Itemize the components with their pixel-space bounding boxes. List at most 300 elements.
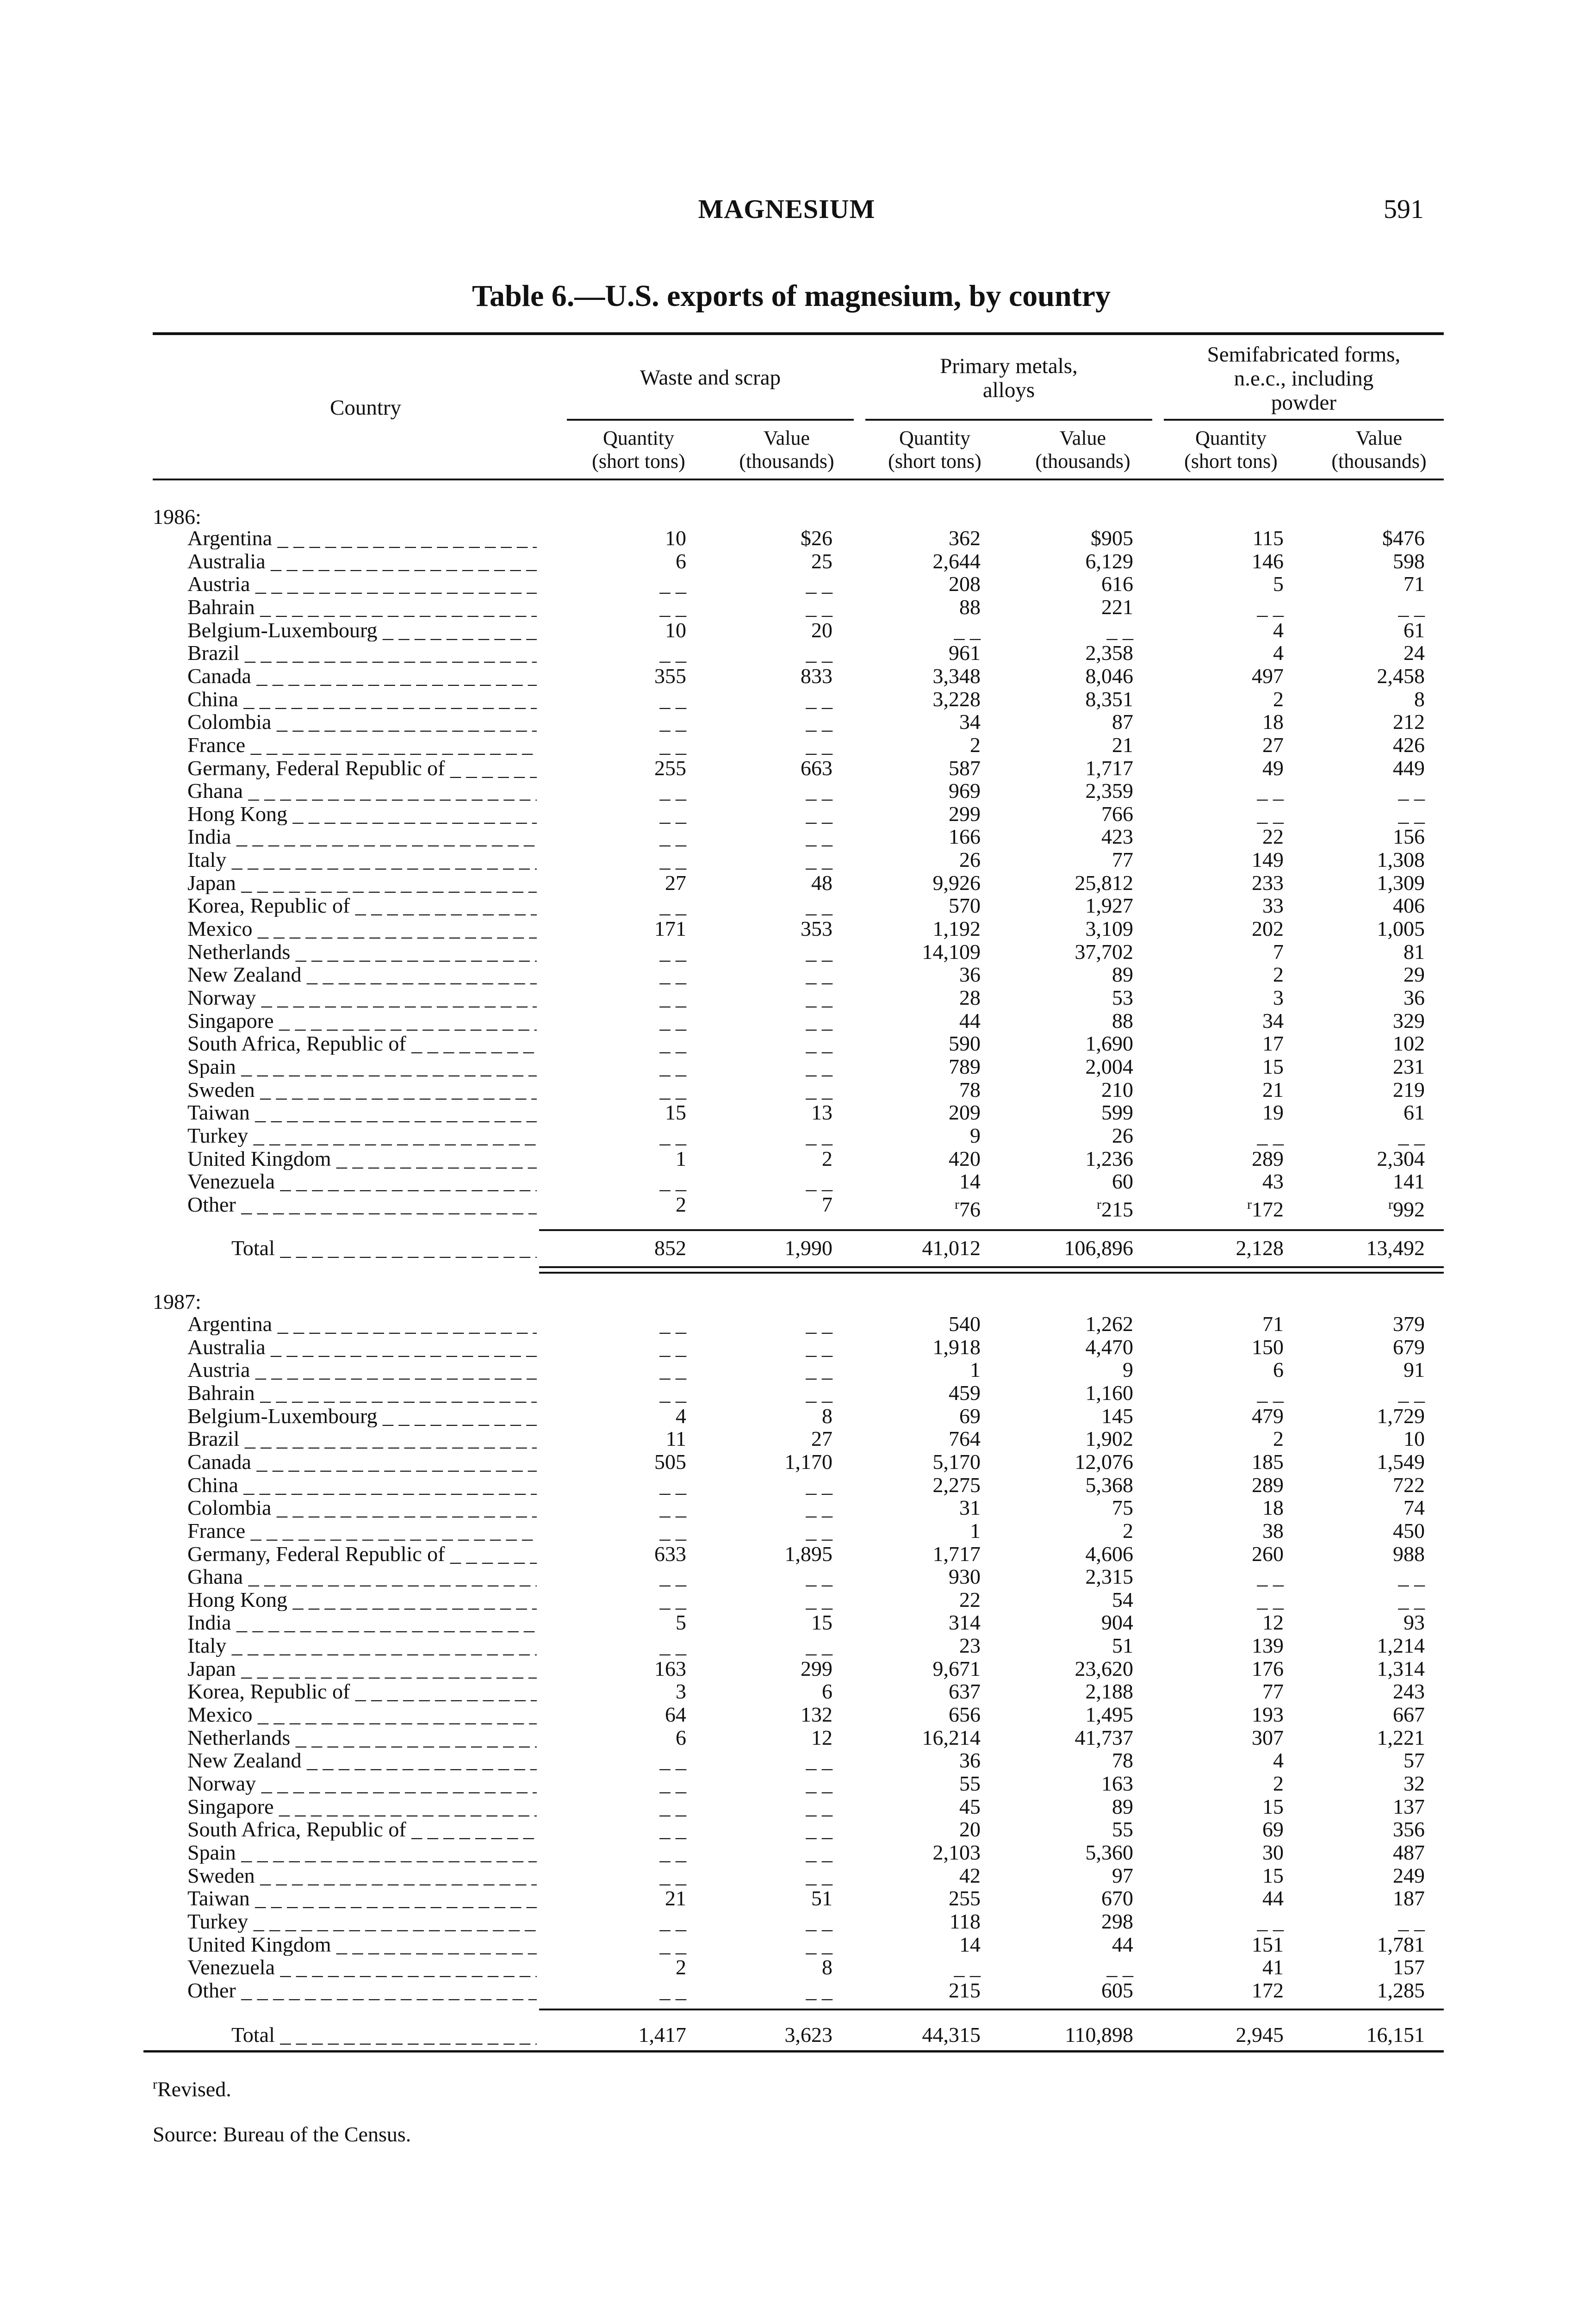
cell-value: 8 [822, 1955, 832, 1979]
cell-value: 789 [949, 1055, 981, 1078]
table-row [0, 1933, 1596, 1956]
cell-value: 156 [1393, 825, 1425, 848]
table-row [0, 1381, 1596, 1404]
country-name: Argentina _ _ _ [187, 527, 537, 549]
cell-value: 904 [1101, 1611, 1133, 1634]
cell-value: $26 [801, 526, 832, 550]
table-row [0, 871, 1596, 894]
country-name: Ghana _ _ _ [187, 779, 537, 802]
cell-value: _ _ [659, 1381, 686, 1405]
cell-value: 78 [1112, 1748, 1133, 1772]
cell-value: 1,160 [1085, 1381, 1133, 1405]
year-label: 1987: [153, 1290, 201, 1313]
cell-value: 289 [1252, 1473, 1284, 1497]
page-heading: MAGNESIUM [698, 194, 876, 224]
cell-value: 289 [1252, 1147, 1284, 1170]
cell-value: 5,170 [932, 1450, 981, 1474]
cell-value: 2,275 [932, 1473, 981, 1497]
cell-value: _ _ [659, 641, 686, 665]
cell-value: 5,360 [1085, 1841, 1133, 1864]
table-row [0, 1703, 1596, 1726]
country-name: Austria _ _ _ [187, 572, 537, 595]
cell-value: 41 [1262, 1955, 1284, 1979]
cell-value: 20 [811, 618, 832, 642]
cell-value: _ _ [806, 894, 832, 917]
cell-value: _ _ [659, 1864, 686, 1887]
cell-value: 61 [1403, 1101, 1425, 1124]
cell-value: 233 [1252, 871, 1284, 895]
table-row [0, 1313, 1596, 1335]
cell-value: 15 [811, 1611, 832, 1634]
cell-value: 616 [1101, 572, 1133, 596]
revised-mark: r [1388, 1197, 1393, 1212]
cell-value: _ _ [806, 733, 832, 757]
cell-value: 53 [1112, 986, 1133, 1009]
total-value: 3,623 [784, 2023, 832, 2047]
cell-value: 3 [676, 1680, 686, 1703]
country-name: Canada _ _ _ [187, 1450, 537, 1473]
cell-value: 450 [1393, 1519, 1425, 1543]
subheader-semifab-quantity: Quantity (short tons) [1184, 427, 1278, 473]
cell-value: $^r$172 [1247, 1197, 1284, 1221]
cell-value: _ _ [806, 1381, 832, 1405]
cell-value: _ _ [806, 1078, 832, 1101]
cell-value: _ _ [659, 1009, 686, 1033]
table-row [0, 734, 1596, 756]
cell-value: $905 [1091, 526, 1133, 550]
cell-value: _ _ [659, 1169, 686, 1193]
cell-value: _ _ [806, 595, 832, 619]
cell-value: 1,690 [1085, 1032, 1133, 1055]
cell-value: 487 [1393, 1841, 1425, 1864]
cell-value: 1,285 [1377, 1978, 1425, 2002]
country-name: Norway _ _ _ [187, 1772, 537, 1795]
cell-value: 12,076 [1074, 1450, 1133, 1474]
cell-value: 45 [959, 1795, 981, 1818]
country-name: Sweden _ _ _ [187, 1864, 537, 1887]
cell-value: _ _ [659, 733, 686, 757]
cell-value: 2,004 [1085, 1055, 1133, 1078]
cell-value: 5 [1273, 572, 1284, 596]
country-name: Colombia _ _ _ [187, 710, 537, 733]
cell-value: 590 [949, 1032, 981, 1055]
cell-value: 637 [949, 1680, 981, 1703]
cell-value: _ _ [1257, 1565, 1284, 1588]
table-row [0, 894, 1596, 917]
cell-value: _ _ [806, 940, 832, 964]
cell-value: 30 [1262, 1841, 1284, 1864]
cell-value: 2,458 [1377, 664, 1425, 688]
table-row [0, 1611, 1596, 1634]
country-name: Hong Kong _ _ _ [187, 802, 537, 825]
cell-value: 88 [959, 595, 981, 619]
table-row [0, 1657, 1596, 1680]
cell-value: _ _ [659, 848, 686, 871]
cell-value: _ _ [659, 986, 686, 1009]
table-row [0, 1588, 1596, 1611]
cell-value: 87 [1112, 710, 1133, 734]
country-name: China _ _ _ [187, 1474, 537, 1496]
cell-value: 10 [665, 618, 686, 642]
cell-value: 97 [1112, 1864, 1133, 1887]
country-name: Japan _ _ _ [187, 871, 537, 894]
cell-value: 115 [1252, 526, 1284, 550]
country-name: South Africa, Republic of _ _ _ [187, 1032, 537, 1055]
cell-value: _ _ [806, 1933, 832, 1956]
cell-value: 8,046 [1085, 664, 1133, 688]
total-label: Total _ _ _ [231, 2023, 537, 2046]
table-row [0, 1864, 1596, 1887]
cell-value: _ _ [659, 1933, 686, 1956]
total-value: 44,315 [922, 2023, 981, 2047]
cell-value: _ _ [659, 825, 686, 848]
cell-value: 15 [1262, 1864, 1284, 1887]
cell-value: 988 [1393, 1542, 1425, 1566]
cell-value: _ _ [806, 963, 832, 986]
cell-value: 9,926 [932, 871, 981, 895]
cell-value: _ _ [659, 687, 686, 711]
cell-value: 75 [1112, 1496, 1133, 1519]
cell-value: _ _ [659, 1978, 686, 2002]
cell-value: 34 [959, 710, 981, 734]
cell-value: _ _ [1257, 779, 1284, 802]
cell-value: 1,309 [1377, 871, 1425, 895]
cell-value: _ _ [659, 1519, 686, 1543]
cell-value: 1,918 [932, 1335, 981, 1359]
cell-value: 2 [970, 733, 981, 757]
cell-value: 1,236 [1085, 1147, 1133, 1170]
cell-value: 33 [1262, 894, 1284, 917]
country-name: India _ _ _ [187, 825, 537, 848]
cell-value: 91 [1403, 1358, 1425, 1381]
cell-value: 633 [654, 1542, 686, 1566]
subheader-primary-value: Value (thousands) [1035, 427, 1130, 473]
table-row [0, 802, 1596, 825]
cell-value: _ _ [659, 1032, 686, 1055]
cell-value: _ _ [659, 1312, 686, 1336]
cell-value: 48 [811, 871, 832, 895]
table-row [0, 940, 1596, 963]
cell-value: 55 [959, 1772, 981, 1795]
cell-value: 1,308 [1377, 848, 1425, 871]
cell-value: _ _ [1257, 802, 1284, 826]
cell-value: 2 [676, 1193, 686, 1216]
total-value: 852 [654, 1236, 686, 1260]
country-name: Spain _ _ _ [187, 1055, 537, 1078]
cell-value: 137 [1393, 1795, 1425, 1818]
cell-value: 21 [1112, 733, 1133, 757]
footnote-source: Source: Bureau of the Census. [153, 2122, 411, 2146]
cell-value: 146 [1252, 549, 1284, 573]
group-header-waste: Waste and scrap [640, 366, 781, 390]
cell-value: 6 [676, 1726, 686, 1749]
cell-value: 193 [1252, 1703, 1284, 1726]
cell-value: 249 [1393, 1864, 1425, 1887]
cell-value: _ _ [659, 779, 686, 802]
table-row [0, 1193, 1596, 1221]
cell-value: 656 [949, 1703, 981, 1726]
cell-value: 2 [1273, 1772, 1284, 1795]
subheader-semifab-value: Value (thousands) [1331, 427, 1427, 473]
country-name: Bahrain _ _ _ [187, 596, 537, 618]
cell-value: _ _ [806, 1634, 832, 1657]
cell-value: 15 [1262, 1055, 1284, 1078]
cell-value: 6 [1273, 1358, 1284, 1381]
cell-value: 27 [1262, 733, 1284, 757]
country-name: Colombia _ _ _ [187, 1496, 537, 1519]
country-name: Australia _ _ _ [187, 550, 537, 572]
cell-value: 64 [665, 1703, 686, 1726]
cell-value: 540 [949, 1312, 981, 1336]
country-name: India _ _ _ [187, 1611, 537, 1634]
table-row [0, 665, 1596, 687]
table-row [0, 1358, 1596, 1381]
cell-value: 362 [949, 526, 981, 550]
cell-value: 9 [970, 1124, 981, 1147]
cell-value: 9 [1123, 1358, 1133, 1381]
table-row [0, 1405, 1596, 1427]
cell-value: 149 [1252, 848, 1284, 871]
cell-value: 71 [1403, 572, 1425, 596]
cell-value: _ _ [806, 825, 832, 848]
cell-value: _ _ [806, 572, 832, 596]
cell-value: 44 [1262, 1886, 1284, 1910]
country-name: Hong Kong _ _ _ [187, 1588, 537, 1611]
table-row [0, 848, 1596, 871]
cell-value: 141 [1393, 1169, 1425, 1193]
country-name: Argentina _ _ _ [187, 1313, 537, 1335]
cell-value: 9,671 [932, 1657, 981, 1680]
country-name: Other _ _ _ [187, 1979, 537, 2002]
country-name: Italy _ _ _ [187, 848, 537, 871]
table-row [0, 825, 1596, 848]
table-row [0, 527, 1596, 549]
cell-value: _ _ [806, 1335, 832, 1359]
country-name: United Kingdom _ _ _ [187, 1147, 537, 1170]
table-row [0, 1147, 1596, 1170]
cell-value: 163 [1101, 1772, 1133, 1795]
total-rule-1986 [539, 1229, 1444, 1231]
cell-value: _ _ [806, 986, 832, 1009]
cell-value: 307 [1252, 1726, 1284, 1749]
cell-value: 88 [1112, 1009, 1133, 1033]
cell-value: 722 [1393, 1473, 1425, 1497]
cell-value: 570 [949, 894, 981, 917]
cell-value: $^r$992 [1388, 1197, 1425, 1221]
cell-value: 1,314 [1377, 1657, 1425, 1680]
cell-value: 961 [949, 641, 981, 665]
cell-value: _ _ [659, 595, 686, 619]
cell-value: 26 [959, 848, 981, 871]
country-name: France _ _ _ [187, 734, 537, 756]
cell-value: 74 [1403, 1496, 1425, 1519]
cell-value: 1,495 [1085, 1703, 1133, 1726]
country-name: South Africa, Republic of _ _ _ [187, 1818, 537, 1841]
country-name: Venezuela _ _ _ [187, 1170, 537, 1193]
cell-value: 11 [665, 1427, 686, 1450]
cell-value: 55 [1112, 1817, 1133, 1841]
cell-value: 93 [1403, 1611, 1425, 1634]
table-row [0, 1450, 1596, 1473]
cell-value: 1,221 [1377, 1726, 1425, 1749]
country-name: Canada _ _ _ [187, 665, 537, 687]
cell-value: _ _ [954, 618, 981, 642]
cell-value: 969 [949, 779, 981, 802]
cell-value: 15 [1262, 1795, 1284, 1818]
table-row [0, 963, 1596, 986]
cell-value: 26 [1112, 1124, 1133, 1147]
country-name: France _ _ _ [187, 1519, 537, 1542]
cell-value: 243 [1393, 1680, 1425, 1703]
cell-value: _ _ [659, 1588, 686, 1611]
cell-value: _ _ [806, 1841, 832, 1864]
cell-value: 479 [1252, 1404, 1284, 1428]
total-value: 1,990 [784, 1236, 832, 1260]
cell-value: 14,109 [922, 940, 981, 964]
cell-value: 1,781 [1377, 1933, 1425, 1956]
cell-value: 23,620 [1074, 1657, 1133, 1680]
table-row [0, 1887, 1596, 1910]
cell-value: _ _ [806, 1312, 832, 1336]
cell-value: _ _ [806, 779, 832, 802]
cell-value: _ _ [806, 1864, 832, 1887]
cell-value: 426 [1393, 733, 1425, 757]
cell-value: _ _ [806, 1473, 832, 1497]
cell-value: 2,359 [1085, 779, 1133, 802]
cell-value: _ _ [659, 572, 686, 596]
cell-value: 5,368 [1085, 1473, 1133, 1497]
cell-value: 1,214 [1377, 1634, 1425, 1657]
cell-value: 25 [811, 549, 832, 573]
cell-value: _ _ [659, 1496, 686, 1519]
cell-value: 25,812 [1074, 871, 1133, 895]
revised-mark: r [955, 1197, 959, 1212]
cell-value: 4 [1273, 618, 1284, 642]
cell-value: 459 [949, 1381, 981, 1405]
cell-value: 3,109 [1085, 917, 1133, 940]
cell-value: 1,895 [784, 1542, 832, 1566]
country-name: Belgium-Luxembourg _ _ _ [187, 619, 537, 641]
cell-value: 38 [1262, 1519, 1284, 1543]
cell-value: 2,103 [932, 1841, 981, 1864]
table-row [0, 1565, 1596, 1588]
cell-value: _ _ [806, 1817, 832, 1841]
cell-value: 1,717 [1085, 756, 1133, 780]
cell-value: _ _ [1257, 1588, 1284, 1611]
total-rule-1987 [539, 2009, 1444, 2010]
cell-value: _ _ [659, 940, 686, 964]
cell-value: _ _ [806, 1496, 832, 1519]
country-name: Singapore _ _ _ [187, 1795, 537, 1818]
cell-value: 505 [654, 1450, 686, 1474]
cell-value: 78 [959, 1078, 981, 1101]
table-row [0, 917, 1596, 940]
cell-value: 187 [1393, 1886, 1425, 1910]
country-name: Brazil _ _ _ [187, 641, 537, 664]
cell-value: _ _ [659, 1335, 686, 1359]
cell-value: 8 [1414, 687, 1425, 711]
cell-value: 29 [1403, 963, 1425, 986]
cell-value: 6 [822, 1680, 832, 1703]
table-row [0, 1427, 1596, 1450]
section-double-rule-a [539, 1266, 1444, 1268]
cell-value: 4 [676, 1404, 686, 1428]
cell-value: 16,214 [922, 1726, 981, 1749]
cell-value: _ _ [659, 1841, 686, 1864]
table-bottom-rule [143, 2050, 1444, 2053]
cell-value: _ _ [806, 710, 832, 734]
country-name: Austria _ _ _ [187, 1358, 537, 1381]
cell-value: 299 [949, 802, 981, 826]
cell-value: _ _ [806, 641, 832, 665]
cell-value: 8,351 [1085, 687, 1133, 711]
group-rule-primary [865, 419, 1152, 421]
cell-value: 7 [1273, 940, 1284, 964]
cell-value: 2,644 [932, 549, 981, 573]
cell-value: _ _ [1398, 595, 1425, 619]
cell-value: 255 [654, 756, 686, 780]
footnote-revised: $^r$Revised. [153, 2077, 231, 2101]
cell-value: 298 [1101, 1910, 1133, 1933]
country-name: Italy _ _ _ [187, 1634, 537, 1657]
cell-value: 423 [1101, 825, 1133, 848]
revised-mark: r [1097, 1197, 1101, 1212]
cell-value: 1,262 [1085, 1312, 1133, 1336]
cell-value: 19 [1262, 1101, 1284, 1124]
cell-value: _ _ [659, 1817, 686, 1841]
cell-value: 14 [959, 1169, 981, 1193]
cell-value: 670 [1101, 1886, 1133, 1910]
table-row [0, 1474, 1596, 1496]
cell-value: 69 [1262, 1817, 1284, 1841]
cell-value: 89 [1112, 963, 1133, 986]
total-label: Total _ _ _ [231, 1237, 537, 1259]
table-row [0, 619, 1596, 641]
cell-value: _ _ [806, 1519, 832, 1543]
country-name: United Kingdom _ _ _ [187, 1933, 537, 1956]
table-row [0, 641, 1596, 664]
cell-value: 14 [959, 1933, 981, 1956]
cell-value: 2 [676, 1955, 686, 1979]
cell-value: _ _ [659, 1055, 686, 1078]
cell-value: 2,188 [1085, 1680, 1133, 1703]
table-row [0, 688, 1596, 710]
country-name: Korea, Republic of _ _ _ [187, 894, 537, 917]
cell-value: 1,902 [1085, 1427, 1133, 1450]
cell-value: _ _ [659, 1565, 686, 1588]
cell-value: _ _ [1398, 779, 1425, 802]
country-name: Germany, Federal Republic of _ _ _ [187, 757, 537, 779]
cell-value: 8 [822, 1404, 832, 1428]
cell-value: _ _ [1398, 802, 1425, 826]
cell-value: _ _ [1257, 595, 1284, 619]
cell-value: 132 [801, 1703, 832, 1726]
cell-value: _ _ [806, 1169, 832, 1193]
cell-value: 71 [1262, 1312, 1284, 1336]
cell-value: 2,304 [1377, 1147, 1425, 1170]
group-header-semifab: Semifabricated forms, n.e.c., including powder [1207, 342, 1401, 415]
subheader-primary-quantity: Quantity (short tons) [888, 427, 981, 473]
table-row [0, 779, 1596, 802]
cell-value: 18 [1262, 710, 1284, 734]
cell-value: $^r$76 [955, 1197, 981, 1221]
country-name: Turkey _ _ _ [187, 1124, 537, 1147]
cell-value: 1,549 [1377, 1450, 1425, 1474]
cell-value: 27 [665, 871, 686, 895]
cell-value: 219 [1393, 1078, 1425, 1101]
cell-value: _ _ [659, 894, 686, 917]
cell-value: 4 [1273, 1748, 1284, 1772]
